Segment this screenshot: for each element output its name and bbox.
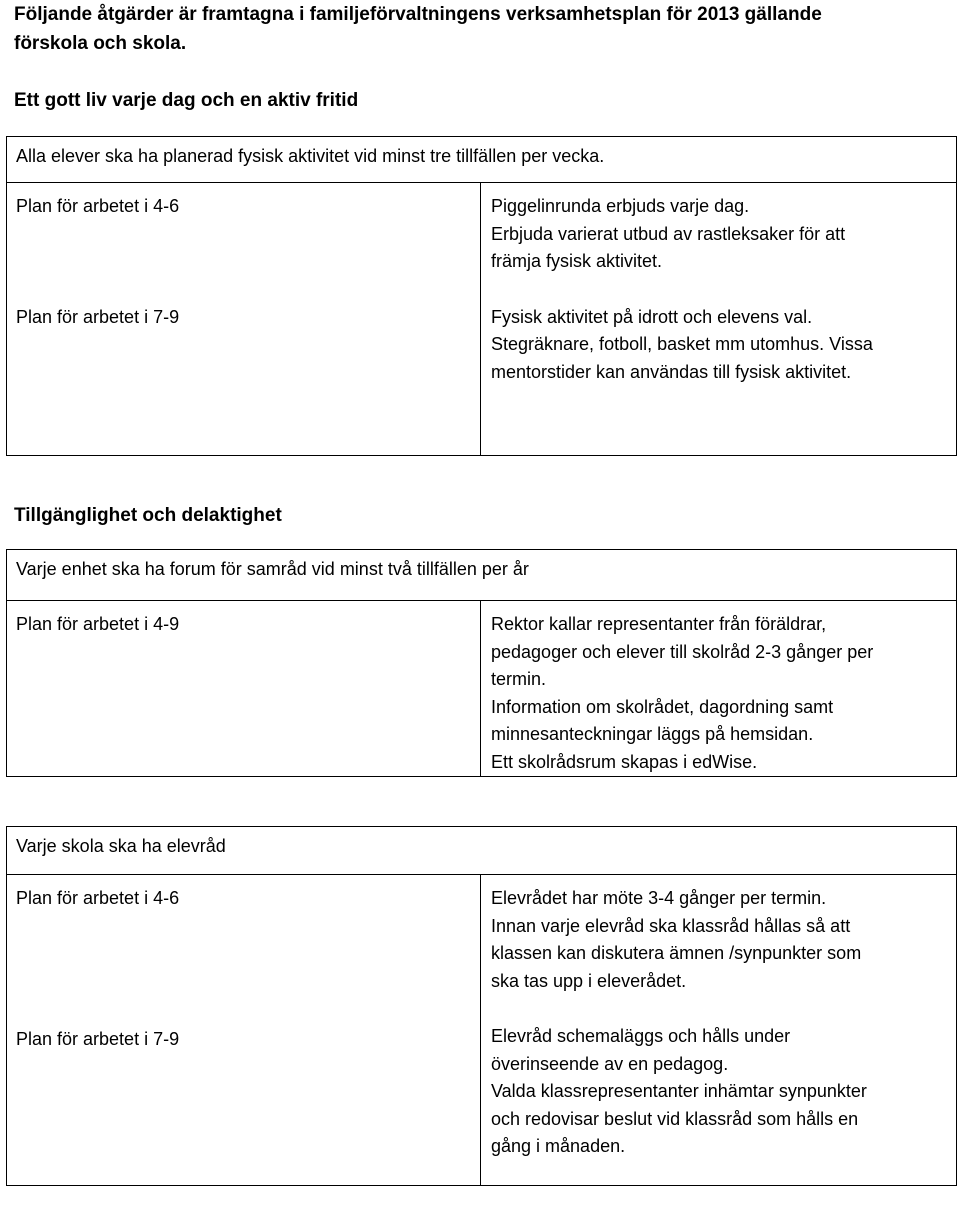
goal-cell bbox=[7, 550, 957, 601]
goal-cell bbox=[7, 137, 957, 183]
table-row bbox=[7, 183, 957, 456]
plan-line: termin. bbox=[491, 669, 547, 689]
plan-label-4-9: Plan för arbetet i 4-9 bbox=[16, 614, 180, 634]
plan-line: Information om skolrådet, dagordning samt bbox=[491, 696, 834, 717]
plan-line: Piggelinrunda erbjuds varje dag. bbox=[491, 196, 750, 216]
plan-line: Stegräknare, fotboll, basket mm utomhus. Vissa bbox=[491, 334, 873, 354]
plan-description-cell bbox=[481, 183, 957, 456]
plan-line: Valda klassrepresentanter inhämtar synpunkter bbox=[491, 1081, 867, 1101]
page-heading bbox=[14, 0, 949, 58]
plan-line: Ett skolrådsrum skapas i edWise. bbox=[491, 751, 758, 772]
goal-text: Varje enhet ska ha forum för samråd vid minst två tillfällen per år bbox=[16, 559, 529, 579]
plan-line: minnesanteckningar läggs på hemsidan. bbox=[491, 724, 814, 744]
table-active-life bbox=[6, 136, 957, 456]
plan-line: överinseende av en pedagog. bbox=[491, 1053, 729, 1074]
goal-text: Alla elever ska ha planerad fysisk aktivitet vid minst tre tillfällen per vecka. bbox=[16, 146, 605, 166]
table-student-council bbox=[6, 826, 957, 1186]
page-heading-line-1: Följande åtgärder är framtagna i familjeförvaltningens verksamhetsplan för 2013 gällande bbox=[14, 4, 822, 25]
plan-line: Innan varje elevråd ska klassråd hållas så att bbox=[491, 915, 851, 936]
goal-text: Varje skola ska ha elevråd bbox=[16, 836, 226, 856]
plan-label-cell bbox=[7, 183, 481, 456]
plan-description-cell bbox=[481, 875, 957, 1186]
plan-line: gång i månaden. bbox=[491, 1136, 626, 1156]
plan-label-4-6: Plan för arbetet i 4-6 bbox=[16, 196, 180, 216]
table-row bbox=[7, 875, 957, 1186]
plan-label-cell bbox=[7, 875, 481, 1186]
plan-line: mentorstider kan användas till fysisk aktivitet. bbox=[491, 361, 852, 382]
plan-line: främja fysisk aktivitet. bbox=[491, 251, 663, 271]
table-row bbox=[7, 550, 957, 601]
goal-cell bbox=[7, 827, 957, 875]
table-row bbox=[7, 827, 957, 875]
plan-line: Elevrådet har möte 3-4 gånger per termin. bbox=[491, 888, 827, 908]
plan-label-cell bbox=[7, 601, 481, 777]
plan-description-cell bbox=[481, 601, 957, 777]
plan-label-7-9: Plan för arbetet i 7-9 bbox=[16, 1028, 180, 1049]
plan-line: klassen kan diskutera ämnen /synpunkter som bbox=[491, 943, 862, 963]
plan-line: Erbjuda varierat utbud av rastleksaker för att bbox=[491, 223, 846, 244]
plan-line: pedagoger och elever till skolråd 2-3 gånger per bbox=[491, 641, 874, 662]
section-heading-active-life: Ett gott liv varje dag och en aktiv fritid bbox=[14, 90, 359, 111]
plan-line: ska tas upp i eleverådet. bbox=[491, 970, 687, 991]
table-row bbox=[7, 137, 957, 183]
section-heading-accessibility: Tillgänglighet och delaktighet bbox=[14, 505, 282, 526]
table-row bbox=[7, 601, 957, 777]
plan-line: Fysisk aktivitet på idrott och elevens val. bbox=[491, 306, 813, 327]
plan-line: och redovisar beslut vid klassråd som hålls en bbox=[491, 1108, 859, 1129]
table-accessibility bbox=[6, 549, 957, 777]
plan-line: Elevråd schemaläggs och hålls under bbox=[491, 1026, 791, 1046]
plan-line: Rektor kallar representanter från föräldrar, bbox=[491, 614, 827, 634]
page-heading-line-2: förskola och skola. bbox=[14, 33, 187, 54]
plan-label-4-6: Plan för arbetet i 4-6 bbox=[16, 888, 180, 908]
plan-label-7-9: Plan för arbetet i 7-9 bbox=[16, 306, 180, 327]
